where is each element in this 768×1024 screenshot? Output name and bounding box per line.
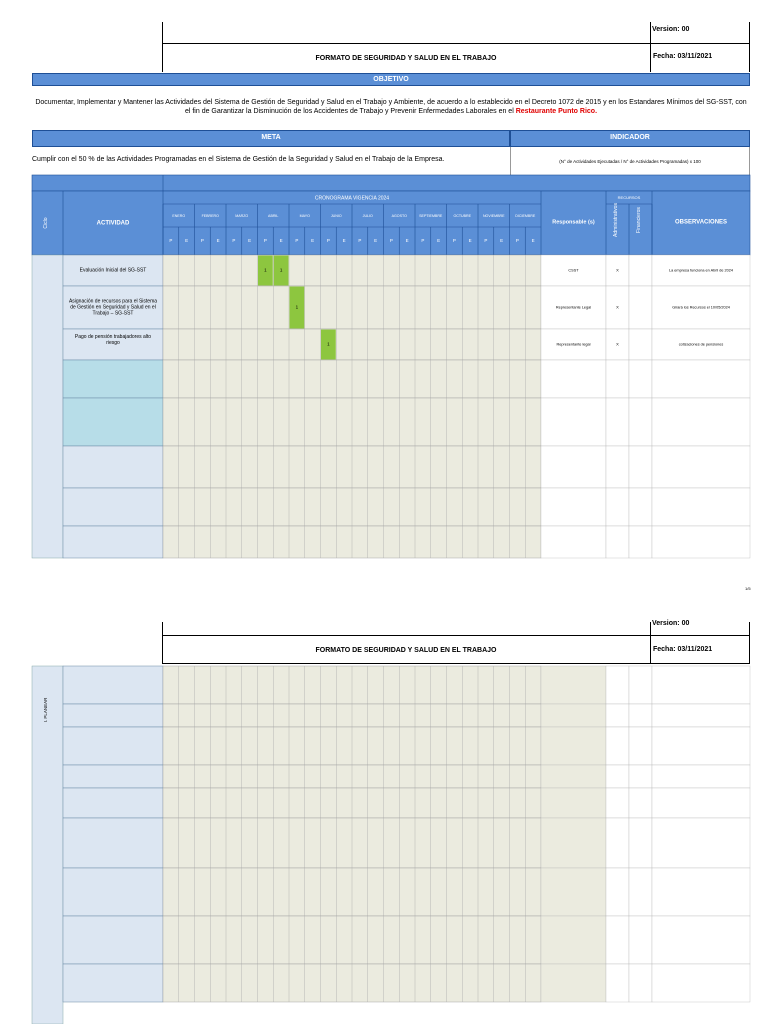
actividad-text: Evaluación Inicial del SG-SST: [79, 267, 147, 274]
month-label-marzo: MARZO: [235, 213, 249, 218]
p2-row-cell: [606, 765, 629, 788]
p2-row-cell: [652, 765, 750, 788]
e-label: E: [185, 238, 189, 244]
p2-row-cell: [629, 868, 652, 916]
row-cell: [629, 526, 652, 558]
p-label: P: [295, 238, 299, 244]
schedule-mark-value: 1: [327, 341, 330, 347]
month-label-diciembre: DICIEMBRE: [515, 213, 536, 218]
p2-row-cell: [541, 818, 606, 868]
p2-row-cell: [541, 868, 606, 916]
p2-version-label: Version: 00: [652, 620, 690, 627]
p2-row-cell: [629, 964, 652, 1002]
p-label: P: [452, 238, 456, 244]
row-cell: [652, 360, 750, 398]
p-label: P: [421, 238, 425, 244]
row-cell: [606, 360, 629, 398]
row-cell: [541, 488, 606, 526]
p-label: P: [263, 238, 267, 244]
meta-header: META: [32, 130, 510, 147]
observacion-text: Girará los Recursos el 10/05/2024: [672, 305, 730, 310]
actividad-cell: [63, 398, 163, 446]
fecha-label: Fecha: 03/11/2021: [653, 53, 713, 60]
p2-actividad-cell: [63, 765, 163, 788]
p2-row-cell: [652, 666, 750, 704]
ciclo-header: Ciclo: [43, 217, 49, 229]
schedule-mark-value: 1: [264, 267, 267, 273]
p2-row-cell: [652, 704, 750, 727]
e-label: E: [216, 238, 220, 244]
row-cell: [629, 360, 652, 398]
p-label: P: [358, 238, 362, 244]
p2-row-cell: [541, 727, 606, 765]
p2-actividad-cell: [63, 704, 163, 727]
p2-row-cell: [629, 788, 652, 818]
actividad-text: Pago de pensión trabajadores alto riesgo: [74, 334, 152, 347]
month-label-mayo: MAYO: [299, 213, 310, 218]
cronograma-header: CRONOGRAMA VIGENCIA 2024: [314, 195, 390, 202]
p2-row-cell: [652, 964, 750, 1002]
p2-row-cell: [606, 818, 629, 868]
p2-row-cell: [541, 765, 606, 788]
observacion-text: La empresa funciona en Abril de 2024: [669, 268, 733, 273]
p2-row-cell: [541, 788, 606, 818]
meta-text: Cumplir con el 50 % de las Actividades Programadas en el Sistema de Gestión de la Seguridad y Salud en el Trabajo de la Empresa.: [32, 156, 445, 163]
actividad-cell: [63, 526, 163, 558]
e-label: E: [311, 238, 315, 244]
p-label: P: [515, 238, 519, 244]
p2-row-cell: [606, 788, 629, 818]
indicador-header: INDICADOR: [510, 130, 750, 147]
p2-row-cell: [606, 727, 629, 765]
p2-row-cell: [606, 666, 629, 704]
month-label-septiembre: SEPTIEMBRE: [419, 213, 443, 218]
month-label-abril: ABRIL: [268, 213, 279, 218]
responsable-header-label: Responsable (s): [552, 219, 595, 226]
actividad-header: ACTIVIDAD: [96, 220, 130, 227]
p-label: P: [232, 238, 236, 244]
p2-actividad-cell: [63, 788, 163, 818]
p2-header-title: FORMATO DE SEGURIDAD Y SALUD EN EL TRABAJO: [315, 646, 497, 654]
recursos-header: RECURSOS: [617, 195, 641, 201]
actividad-cell: [63, 360, 163, 398]
objetivo-highlight: Restaurante Punto Rico.: [515, 108, 598, 115]
page-2: [0, 600, 768, 1024]
month-label-junio: JUNIO: [330, 213, 342, 218]
p2-ciclo-label: I. PLANEAR: [43, 697, 48, 723]
p-label: P: [484, 238, 488, 244]
p-label: P: [200, 238, 204, 244]
p-label: P: [389, 238, 393, 244]
row-cell: [606, 526, 629, 558]
p2-row-cell: [606, 964, 629, 1002]
month-label-agosto: AGOSTO: [391, 213, 407, 218]
indicador-text: (N° de Actividades Ejecutadas / N° de Actividades Programadas) x 100: [559, 158, 701, 164]
e-label: E: [248, 238, 252, 244]
p2-row-cell: [541, 704, 606, 727]
p2-row-cell: [606, 868, 629, 916]
p2-actividad-cell: [63, 727, 163, 765]
e-label: E: [279, 238, 283, 244]
month-label-enero: ENERO: [172, 213, 186, 218]
observacion-text: cotizaciones de pensiones: [678, 342, 724, 347]
objetivo-header: OBJETIVO: [32, 73, 750, 86]
p2-actividad-cell: [63, 964, 163, 1002]
p2-row-cell: [629, 704, 652, 727]
row-cell: [629, 286, 652, 329]
schedule-mark-value: 1: [295, 304, 299, 310]
row-cell: [652, 446, 750, 488]
e-label: E: [342, 238, 346, 244]
observaciones-header: OBSERVACIONES: [674, 219, 728, 226]
row-cell: [606, 446, 629, 488]
month-label-febrero: FEBRERO: [201, 213, 219, 218]
admin-mark: X: [616, 341, 619, 347]
p2-activity-table: [0, 600, 768, 1024]
p2-row-cell: [541, 964, 606, 1002]
row-cell: [629, 255, 652, 286]
version-label: Version: 00: [652, 26, 690, 33]
row-cell: [606, 398, 629, 446]
row-cell: [629, 488, 652, 526]
page-number: 1/5: [745, 586, 751, 591]
admin-mark: X: [616, 267, 619, 273]
actividad-cell: [63, 488, 163, 526]
p2-row-cell: [652, 788, 750, 818]
p2-row-cell: [541, 666, 606, 704]
row-cell: [629, 446, 652, 488]
p2-row-cell: [629, 765, 652, 788]
p2-actividad-cell: [63, 868, 163, 916]
p2-row-cell: [652, 727, 750, 765]
row-cell: [541, 526, 606, 558]
p2-row-cell: [629, 916, 652, 964]
p2-row-cell: [629, 818, 652, 868]
row-cell: [629, 329, 652, 360]
table-top-band: [32, 175, 750, 191]
financieros-header: Financieros: [636, 207, 642, 233]
p2-row-cell: [541, 916, 606, 964]
responsable-text: Representante legal: [556, 342, 591, 347]
e-label: E: [468, 238, 472, 244]
row-cell: [541, 398, 606, 446]
p2-row-cell: [606, 704, 629, 727]
p2-row-cell: [606, 916, 629, 964]
e-label: E: [437, 238, 441, 244]
e-label: E: [531, 238, 535, 244]
p2-actividad-cell: [63, 818, 163, 868]
p2-row-cell: [652, 916, 750, 964]
row-cell: [629, 398, 652, 446]
row-cell: [652, 398, 750, 446]
responsable-text: CSST: [568, 268, 579, 273]
admin-mark: X: [616, 304, 619, 310]
actividad-cell: [63, 446, 163, 488]
e-label: E: [405, 238, 409, 244]
p2-actividad-cell: [63, 666, 163, 704]
p-label: P: [169, 238, 173, 244]
month-label-octubre: OCTUBRE: [453, 213, 472, 218]
row-cell: [652, 526, 750, 558]
p2-row-cell: [652, 868, 750, 916]
objetivo-text-main: Documentar, Implementar y Mantener las Actividades del Sistema de Gestión de Seguridad y Salud en el Trabajo y Ambiente, de acuerdo a lo establecido en el Decreto 1072 de 2015 y en los Estandares Mínimos del SG-SST, con el fin de Garantizar la Disminución de los Accidentes de Trabajo y Prevenir Enfermedades Laborales en el: [35, 99, 747, 115]
p2-row-cell: [629, 666, 652, 704]
p2-row-cell: [652, 818, 750, 868]
p2-row-cell: [629, 727, 652, 765]
month-label-noviembre: NOVIEMBRE: [482, 213, 505, 218]
row-cell: [606, 488, 629, 526]
table-header-block: [32, 191, 750, 255]
schedule-mark-value: 1: [279, 267, 283, 273]
actividad-text: Asignación de recursos para el Sistema de Gestión en Seguridad y Salud en el Trabajo – SG-SST: [68, 298, 158, 317]
responsable-text: Representante Legal: [555, 305, 592, 310]
row-cell: [541, 446, 606, 488]
header-title: FORMATO DE SEGURIDAD Y SALUD EN EL TRABAJO: [315, 54, 497, 62]
row-cell: [541, 360, 606, 398]
e-label: E: [374, 238, 378, 244]
ciclo-cell: [32, 255, 63, 558]
p-label: P: [326, 238, 330, 244]
p2-actividad-cell: [63, 916, 163, 964]
row-cell: [652, 488, 750, 526]
p2-fecha-label: Fecha: 03/11/2021: [653, 646, 713, 653]
e-label: E: [500, 238, 504, 244]
month-label-julio: JULIO: [362, 213, 373, 218]
administrativos-header: Administrativos: [613, 203, 619, 237]
